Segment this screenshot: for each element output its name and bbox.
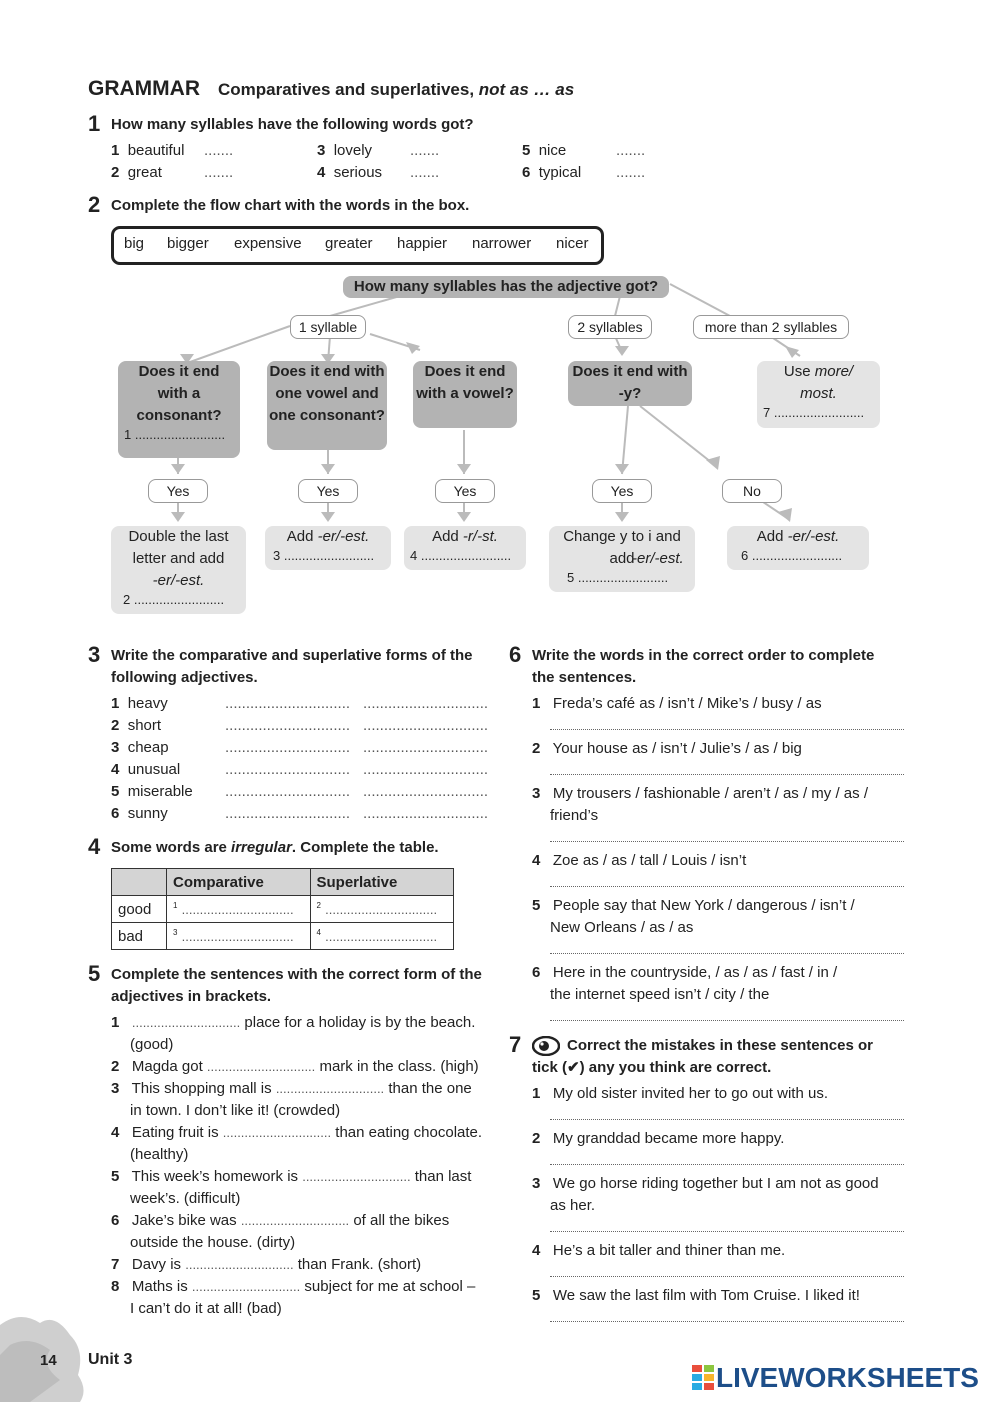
ex5-blank[interactable]: .............................. <box>222 1125 332 1140</box>
ex7-item: 1 My old sister invited her to go out with us. <box>532 1085 828 1102</box>
ex4-question: Some words are irregular. Complete the table. <box>111 839 439 856</box>
ex5-item: 5 This week’s homework is .............................. than last <box>111 1168 472 1185</box>
ex3-blank[interactable]: .............................. <box>363 805 489 822</box>
liveworksheets-logo-icon <box>692 1364 716 1390</box>
ex6-item: 4 Zoe as / as / tall / Louis / isn’t <box>532 852 747 869</box>
ex3-blank[interactable]: .............................. <box>363 761 489 778</box>
ex3-blank[interactable]: .............................. <box>363 695 489 712</box>
ex3-item: 3 cheap .............................. .............................. <box>111 737 491 759</box>
ex5-blank[interactable]: .............................. <box>185 1257 294 1272</box>
ex6-answer-line[interactable] <box>550 827 904 842</box>
ex1-item: 2 great <box>111 164 162 181</box>
table-cell[interactable]: $^4$ ............................... <box>310 923 454 950</box>
flowchart-question-1: Does it end with a consonant? 1 ......................... <box>118 361 240 458</box>
ex3-item: 6 sunny .............................. .............................. <box>111 803 491 825</box>
flowchart-yes: Yes <box>148 479 208 503</box>
flowchart-use-more-most: Use more/ most. 7 ......................... <box>757 361 880 428</box>
flowchart-yes: Yes <box>592 479 652 503</box>
ex3-item: 5 miserable .............................. .............................. <box>111 781 491 803</box>
ex3-blank[interactable]: .............................. <box>363 717 489 734</box>
flowchart-yes: Yes <box>435 479 495 503</box>
ex5-item: 6 Jake’s bike was .............................. of all the bikes <box>111 1212 450 1229</box>
ex1-blank[interactable]: ....... <box>410 164 440 181</box>
flowchart-answer-4[interactable]: 4 ......................... <box>410 548 512 563</box>
unit-label: Unit 3 <box>88 1351 133 1368</box>
ex1-question: How many syllables have the following words got? <box>111 116 474 133</box>
page-title: Comparatives and superlatives, not as … as <box>218 80 575 99</box>
ex6-question: Write the words in the correct order to complete the sentences. <box>532 647 875 686</box>
ex1-number: 1 <box>88 111 101 136</box>
ex5-item: 7 Davy is .............................. than Frank. (short) <box>111 1256 422 1273</box>
ex5-item: 8 Maths is .............................. subject for me at school – <box>111 1278 476 1295</box>
ex3-number: 3 <box>88 642 101 667</box>
ex3-blank[interactable]: .............................. <box>225 761 351 778</box>
flowchart-answer-3[interactable]: 3 ......................... <box>273 548 375 563</box>
ex5-blank[interactable]: .............................. <box>275 1081 385 1096</box>
flowchart-question-3: Does it end with a vowel? <box>413 361 517 428</box>
ex1-blank[interactable]: ....... <box>204 142 234 159</box>
flowchart-question-4: Does it end with -y? <box>568 361 692 406</box>
ex6-answer-line[interactable] <box>550 939 904 954</box>
ex7-list: 1 My old sister invited her to go out with us. 2 My granddad became more happy. 3 We go horse riding together but I am not as good as her. 4 He’s a bit taller and thiner than me. 5 We saw the last film with Tom Cruise. I liked it! <box>532 1083 904 1322</box>
ex4-number: 4 <box>88 834 101 859</box>
irregular-table <box>111 868 454 950</box>
ex1-item: 1 beautiful <box>111 142 185 159</box>
ex6-item: 1 Freda’s café as / isn’t / Mike’s / busy / as <box>532 695 822 712</box>
ex6-answer-line[interactable] <box>550 872 904 887</box>
ex7-item: 2 My granddad became more happy. <box>532 1130 785 1147</box>
ex3-blank[interactable]: .............................. <box>225 695 351 712</box>
flowchart-yes: Yes <box>298 479 358 503</box>
ex2-number: 2 <box>88 192 101 217</box>
word-box-item: narrower <box>472 235 532 252</box>
table-cell[interactable]: $^1$ ............................... <box>167 896 311 923</box>
table-row-label: good <box>112 896 167 923</box>
ex7-answer-line[interactable] <box>550 1262 904 1277</box>
ex3-item: 1 heavy .............................. .............................. <box>111 693 491 715</box>
ex3-item: 4 unusual .............................. .............................. <box>111 759 491 781</box>
flowchart-more-syllables: more than 2 syllables <box>693 315 849 339</box>
ex7-answer-line[interactable] <box>550 1217 904 1232</box>
ex3-blank[interactable]: .............................. <box>225 739 351 756</box>
word-box-item: big <box>124 235 145 252</box>
ex5-item: 4 Eating fruit is .............................. than eating chocolate. <box>111 1124 483 1141</box>
ex1-item: 5 nice <box>522 142 567 159</box>
ex5-blank[interactable]: .............................. <box>191 1279 301 1294</box>
ex5-number: 5 <box>88 961 101 986</box>
flowchart-result-4-suffix: -er/-est. <box>632 550 684 567</box>
flowchart-answer-1[interactable]: 1 ......................... <box>124 427 226 442</box>
word-box-item: nicer <box>556 235 589 252</box>
ex3-blank[interactable]: .............................. <box>225 805 351 822</box>
flowchart-1-syllable: 1 syllable <box>290 315 366 339</box>
flowchart-answer-6[interactable]: 6 ......................... <box>741 548 843 563</box>
table-cell[interactable]: $^3$ ............................... <box>167 923 311 950</box>
ex1-item: 3 lovely <box>317 142 373 159</box>
flowchart-answer-2[interactable]: 2 ......................... <box>123 592 225 607</box>
ex7-item: 5 We saw the last film with Tom Cruise. I liked it! <box>532 1287 860 1304</box>
ex3-blank[interactable]: .............................. <box>225 717 351 734</box>
eye-icon <box>532 1036 560 1056</box>
ex3-list <box>111 693 491 825</box>
flowchart-result-5: Add -er/-est. 6 ......................... <box>727 526 869 570</box>
ex5-blank[interactable]: .............................. <box>240 1213 350 1228</box>
ex3-blank[interactable]: .............................. <box>225 783 351 800</box>
table-header: Comparative <box>167 869 311 896</box>
ex6-number: 6 <box>509 642 522 667</box>
ex1-item: 6 typical <box>522 164 582 181</box>
ex5-blank[interactable]: .............................. <box>302 1169 411 1184</box>
ex3-item: 2 short .............................. .............................. <box>111 715 491 737</box>
ex7-question-line1: Correct the mistakes in these sentences or <box>567 1037 873 1054</box>
ex1-blank[interactable]: ....... <box>204 164 234 181</box>
ex2-question: Complete the flow chart with the words in the box. <box>111 197 470 214</box>
flowchart-answer-5[interactable]: 5 ......................... <box>567 570 669 585</box>
ex5-item: 3 This shopping mall is .............................. than the one <box>111 1080 472 1097</box>
ex5-item: 1 .............................. place for a holiday is by the beach. <box>111 1014 476 1031</box>
ex1-blank[interactable]: ....... <box>616 164 646 181</box>
ex6-answer-line[interactable] <box>550 715 904 730</box>
ex7-item: 3 We go horse riding together but I am not as good <box>532 1175 879 1192</box>
flowchart-question-2: Does it end with one vowel and one consonant? <box>267 361 387 450</box>
page-number: 14 <box>40 1352 57 1369</box>
ex5-list: 1 .............................. place for a holiday is by the beach. (good) 2 Magda got .............................. mark in the class. (high) 3 This shopping mall is .............................. than the one in town. I don’t like it! (crowded) 4 Eating fruit is .............................. than eating chocolate. (healthy) 5 This week’s homework is .............................. than last week’s. (difficult) 6 Jake’s bike was .............................. of all the bikes outside the house. (dirty) 7 Davy is .............................. than Frank. (short) 8 Maths is .............................. subject for me at school – I can’t do it at all! (bad) <box>111 1012 501 1320</box>
ex5-blank[interactable]: .............................. <box>206 1059 316 1074</box>
ex7-answer-line[interactable] <box>550 1150 904 1165</box>
flowchart-answer-7[interactable]: 7 ......................... <box>763 405 865 420</box>
ex6-answer-line[interactable] <box>550 1006 904 1021</box>
ex5-blank[interactable]: .............................. <box>131 1015 241 1030</box>
flowchart-result-3: Add -r/-st. 4 ......................... <box>404 526 526 570</box>
table-cell[interactable]: $^2$ ............................... <box>310 896 454 923</box>
ex3-blank[interactable]: .............................. <box>363 783 489 800</box>
word-box-item: greater <box>325 235 373 252</box>
word-box-item: happier <box>397 235 448 252</box>
flowchart-result-1: Double the last letter and add -er/-est. 2 ......................... <box>111 526 246 614</box>
section-label: GRAMMAR <box>88 77 200 100</box>
ex1-blank[interactable]: ....... <box>410 142 440 159</box>
flowchart-top-node: How many syllables has the adjective got? <box>343 276 669 298</box>
ex7-answer-line[interactable] <box>550 1105 904 1120</box>
ex5-question: Complete the sentences with the correct form of the adjectives in brackets. <box>111 966 482 1005</box>
ex6-item: 5 People say that New York / dangerous / isn’t / <box>532 897 855 914</box>
flowchart-2-syllables: 2 syllables <box>568 315 652 339</box>
ex6-item: 3 My trousers / fashionable / aren’t / as / my / as / <box>532 785 868 802</box>
ex3-question: Write the comparative and superlative forms of the following adjectives. <box>111 647 473 686</box>
ex7-question-line2: tick (✔) any you think are correct. <box>532 1059 772 1076</box>
ex1-item: 4 serious <box>317 164 383 181</box>
ex7-item: 4 He’s a bit taller and thiner than me. <box>532 1242 786 1259</box>
table-header: Superlative <box>310 869 454 896</box>
ex3-blank[interactable]: .............................. <box>363 739 489 756</box>
flowchart-result-2: Add -er/-est. 3 ......................... <box>265 526 391 570</box>
ex6-item: 2 Your house as / isn’t / Julie’s / as / big <box>532 740 802 757</box>
ex6-list: 1 Freda’s café as / isn’t / Mike’s / busy / as 2 Your house as / isn’t / Julie’s / as / big 3 My trousers / fashionable / aren’t / as / my / as / friend’s 4 Zoe as / as / tall / Louis / isn’t 5 People say that New York / dangerous / isn’t / New Orleans / as / as 6 Here in the countryside, / as / as / fast / in / the internet speed isn’t / city / the <box>532 693 904 1021</box>
ex7-number: 7 <box>509 1032 522 1057</box>
table-row-label: bad <box>112 923 167 950</box>
ex5-item: 2 Magda got .............................. mark in the class. (high) <box>111 1058 479 1075</box>
ex1-blank[interactable]: ....... <box>616 142 646 159</box>
word-box-item: bigger <box>167 235 209 252</box>
word-box-item: expensive <box>234 235 302 252</box>
ex6-item: 6 Here in the countryside, / as / as / fast / in / <box>532 964 838 981</box>
flowchart-result-4: Change y to i and add 5 ......................... <box>549 526 695 592</box>
ex6-answer-line[interactable] <box>550 760 904 775</box>
flowchart-no: No <box>722 479 782 503</box>
ex7-answer-line[interactable] <box>550 1307 904 1322</box>
